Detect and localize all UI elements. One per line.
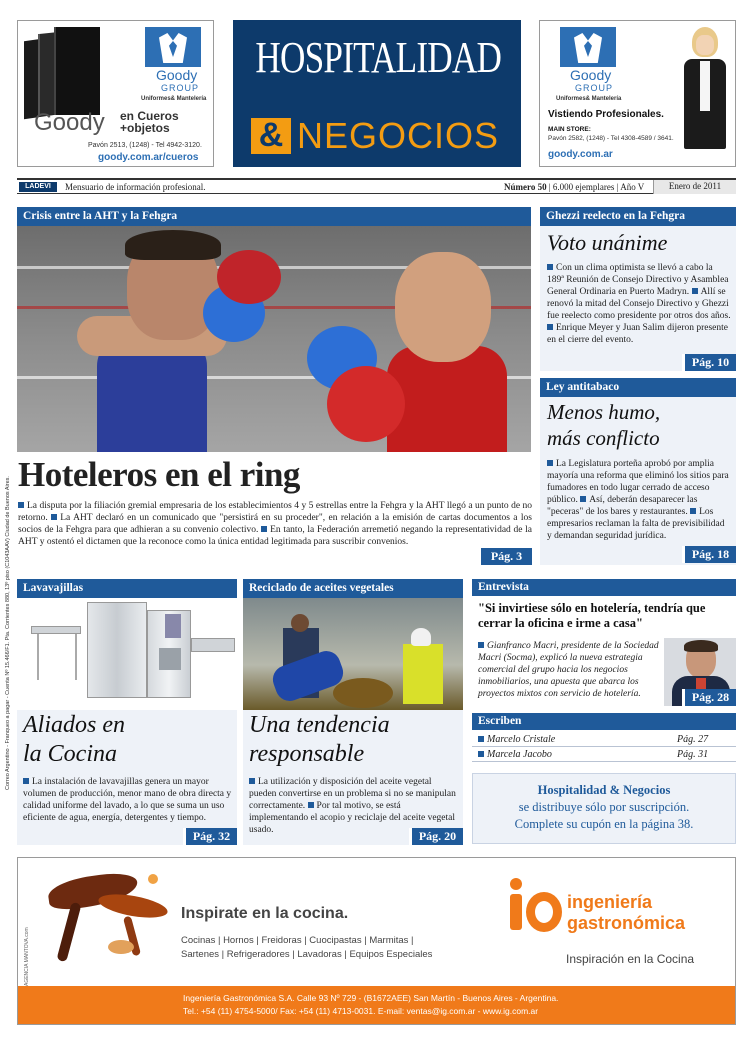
goody-cueros-address: Pavón 2513, (1248) - Tel 4942-3120. [88,142,202,149]
aceites-headline-1: Una tendencia [249,712,390,738]
ad-address: Ingeniería Gastronómica S.A. Calle 93 Nº 729 - (B1672AEE) San Martín - Buenos Aires - Argentina. [183,993,559,1003]
goody-brand: Goody [156,67,198,83]
masthead-logo [233,20,521,167]
issue-number: Número 50 [504,182,547,192]
boxing-photo [17,226,531,452]
ghezzi-page-link[interactable]: Pág. 10 [682,354,736,371]
model-image [674,25,734,165]
aceites-page-link[interactable]: Pág. 20 [409,828,463,845]
goody-cueros-headline: Goody en Cueros +objetos [34,109,179,136]
masthead-line2: NEGOCIOS [297,115,500,156]
writer-name: Marcelo Cristale [487,734,556,745]
goody-logo-icon [145,27,201,67]
dishwasher-photo [17,598,237,710]
lavavajillas-headline-2: la Cocina [23,741,117,767]
antitabaco-headline-2: más conflicto [547,426,660,450]
escriben-section-bar: Escriben [472,713,736,730]
antitabaco-page-link[interactable]: Pág. 18 [682,546,736,563]
ghezzi-headline: Voto unánime [547,230,668,255]
writer-name: Marcela Jacobo [487,749,552,760]
aceites-body: La utilización y disposición del aceite vegetal pueden convertirse en un problema si no se manipulan correctamente. Por tal motivo, se está implementando el acopio y reciclaje del aceite vegetal usado. [249,777,456,835]
goody-slogan: Vistiendo Profesionales. [548,109,664,120]
agency-credit: AGENCIA MANTOVA.com [24,927,30,986]
goody-subtitle: Uniformes& Mantelería [556,96,622,102]
issue-copies: 6.000 ejemplares [552,182,615,192]
goody-group: GROUP [575,83,614,93]
ladevi-logo: LADEVI [19,182,57,192]
goody-subtitle: Uniformes& Mantelería [141,96,207,102]
aceites-section-bar: Reciclado de aceites vegetales [243,579,463,598]
writer-row[interactable] [472,747,736,762]
escriben-list [472,732,736,762]
main-story-page-link[interactable]: Pág. 3 [478,548,532,565]
antitabaco-headline-1: Menos humo, [547,400,661,424]
ig-logo-icon [506,878,566,936]
oil-recycling-photo [243,598,463,710]
lavavajillas-headline-1: Aliados en [23,712,125,738]
entrevista-quote: "Si invirtiese sólo en hotelería, tendría que cerrar la oficina e irme a casa" [478,601,706,630]
subscription-title: Hospitalidad & Negocios [537,783,671,797]
goody-url[interactable]: goody.com.ar [548,149,613,160]
ig-tagline: Inspiración en la Cocina [566,952,695,966]
goody-logo-icon [560,27,616,67]
ad-headline: Inspirate en la cocina. [181,905,349,922]
entrevista-body: Gianfranco Macri, presidente de la Sociedad Macri (Socma), explicó la nueva estrategia comercial del grupo hacia los negocios inmobiliarios, una apuesta que abarca los proyectos mixtos con servicio de hotelería. [478,641,659,699]
postal-imprint: Correo Argentino - Franqueo a pagar - Cuenta Nº 15.466/F1. Pta. Corrientes 880, 13º piso (C1043AAV) Ciudad de Buenos Aires. [5,476,11,790]
sauce-splash-art [38,866,178,976]
lavavajillas-page-link[interactable]: Pág. 32 [183,828,237,845]
ad-contact-band [18,986,735,1024]
goody-store-label: MAIN STORE: [548,126,591,133]
entrevista-section-bar: Entrevista [472,579,736,596]
lavavajillas-section-bar: Lavavajillas [17,579,237,598]
antitabaco-section-bar: Ley antitabaco [540,378,736,397]
masthead-ampersand: & [251,118,291,154]
issue-details: Número 50 | 6.000 ejemplares | Año V [504,182,645,192]
goody-brand: Goody [570,67,612,83]
writer-page: Pág. 27 [677,734,709,745]
writer-row[interactable] [472,732,736,747]
goody-store-address: Pavón 2582, (1248) - Tel 4308-4589 / 3641. [548,135,674,142]
subscription-line3: Complete su cupón en la página 38. [514,817,694,831]
goody-cueros-url[interactable]: goody.com.ar/cueros [98,152,199,163]
main-story-section-bar: Crisis entre la AHT y la Fehgra [17,207,531,226]
lavavajillas-body: La instalación de lavavajillas genera un mayor volumen de producción, menor mano de obra directa y calidad uniforme del lavado, a lo que se suma un uso eficiente de agua, energía, detergentes y tiempo. [23,777,232,823]
ingenieria-gastronomica-ad[interactable] [17,857,736,1025]
antitabaco-body: La Legislatura porteña aprobó por amplia mayoría una reforma que eliminó los sitios para fumadores en todo lugar cerrado de acceso público. Así, deberán desaparecer las "peceras" de los bares y restaurantes. Los empresarios reclaman la falta de previsibilidad y demandan seguridad jurídica. [547,459,729,541]
ghezzi-body: Con un clima optimista se llevó a cabo la 189ª Reunión de Consejo Directivo y Asamblea General Ordinaria en Puerto Madryn. Allí se renovó la mitad del Consejo Directivo y Ghezzi fue reelecto como presidente por otros dos años. Enrique Meyer y Juan Salim dijeron presente en el cierre del evento. [547,263,731,345]
ig-brand-line1: ingeniería [567,892,653,912]
issue-date: Enero de 2011 [653,180,736,194]
ig-brand-line2: gastronómica [567,913,686,933]
ghezzi-section-bar: Ghezzi reelecto en la Fehgra [540,207,736,226]
aceites-headline-2: responsable [249,741,365,767]
main-story-body: La disputa por la filiación gremial empresaria de los establecimientos 4 y 5 estrellas entre la Fehgra y la AHT llegó a un punto de no retorno. La AHT declaró en un comunicado que "persistirá en su proceder", en relación a la emisión de cartas documentos a los socios de la Fehgra para que adhieran a su convenio colectivo. En tanto, la Federación arremetió negando la representatividad de la AHT y ostentó el dictamen que la reconoce como la única entidad legitimada para suscribir convenios. [18,501,533,547]
ad-categories-1: Cocinas | Hornos | Freidoras | Cuocipastas | Marmitas | [181,935,414,946]
ad-categories-2: Sartenes | Refrigeradores | Lavadoras | Equipos Especiales [181,949,433,960]
issue-info-bar [17,178,736,194]
subscription-line2: se distribuye sólo por suscripción. [518,800,690,814]
ad-contact[interactable]: Tel.: +54 (11) 4754-5000/ Fax: +54 (11) 4713-0031. E-mail: ventas@ig.com.ar - www.ig.com.ar [183,1006,539,1016]
goody-cueros-ad[interactable] [17,20,214,167]
entrevista-page-link[interactable]: Pág. 28 [682,689,736,706]
goody-group: GROUP [161,83,200,93]
goody-uniformes-ad[interactable] [539,20,736,167]
writer-page: Pág. 31 [677,749,709,760]
issue-year: Año V [620,182,645,192]
main-headline: Hoteleros en el ring [18,455,300,494]
masthead-line1: HOSPITALIDAD [255,33,502,82]
subscription-box[interactable] [472,773,736,844]
tagline: Mensuario de información profesional. [65,182,206,192]
